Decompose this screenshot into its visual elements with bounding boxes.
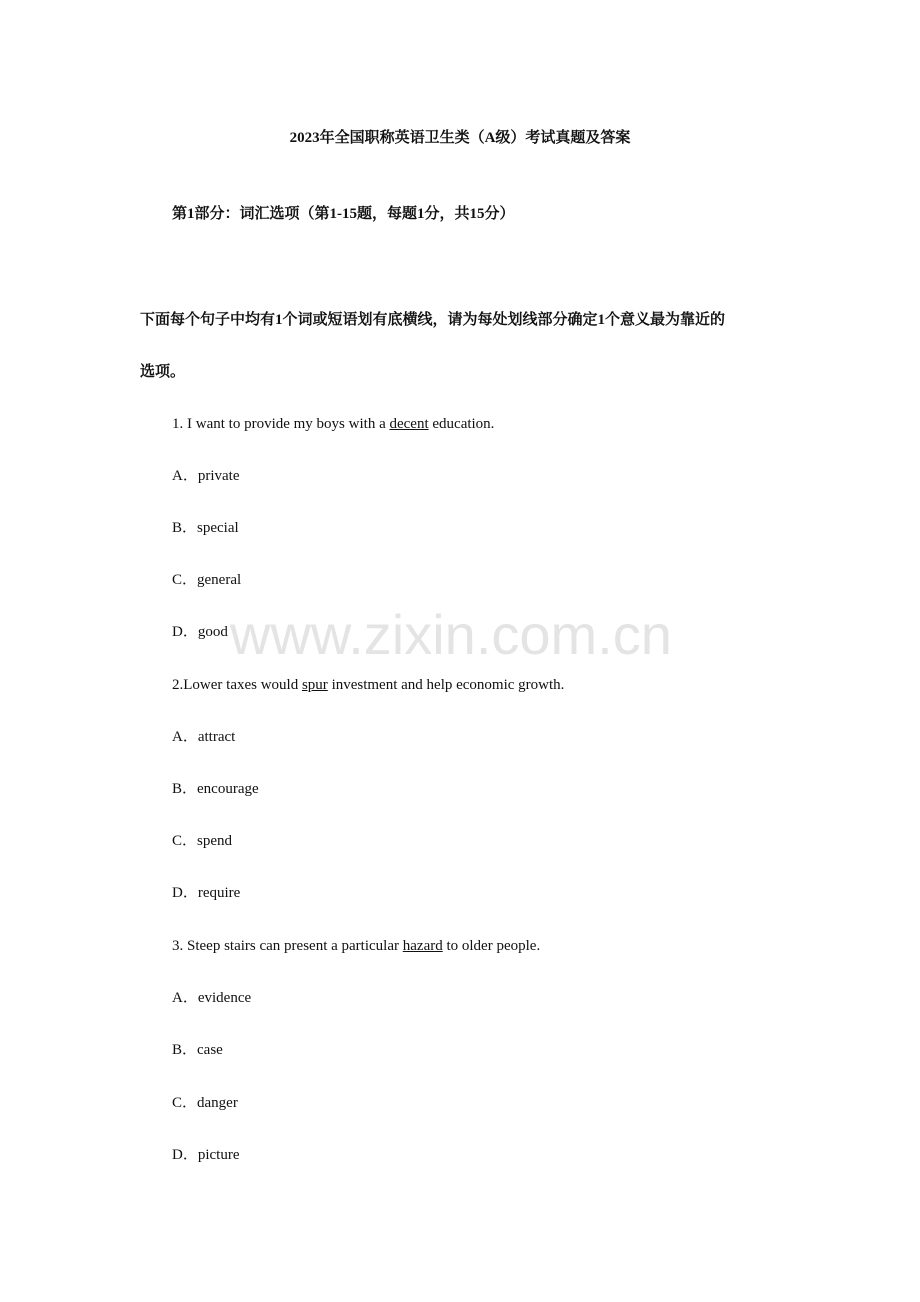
- option-letter: C．: [172, 833, 198, 849]
- question-text-before: 3. Steep stairs can present a particular: [172, 938, 403, 954]
- question-1-option-c: [172, 570, 241, 590]
- option-text: picture: [197, 1147, 240, 1163]
- question-2-option-d: [172, 883, 240, 903]
- question-1-option-b: [172, 518, 239, 538]
- question-1: [172, 414, 494, 434]
- question-1-option-a: [172, 466, 240, 486]
- question-text-after: investment and help economic growth.: [327, 677, 565, 693]
- instructions-line-2: 选项。: [140, 364, 186, 380]
- option-text: case: [197, 1042, 223, 1058]
- option-text: spend: [197, 833, 233, 849]
- option-text: private: [197, 468, 240, 484]
- section-header: 第1部分：词汇选项（第1-15题，每题1分，共15分）: [172, 206, 515, 222]
- question-text-after: education.: [428, 416, 495, 432]
- question-3: [172, 936, 540, 956]
- document-title: 2023年全国职称英语卫生类（A级）考试真题及答案: [289, 130, 631, 146]
- option-letter: A．: [172, 990, 198, 1006]
- option-text: danger: [197, 1095, 238, 1111]
- question-text-after: to older people.: [442, 938, 541, 954]
- option-text: good: [197, 624, 228, 640]
- question-text-before: 1. I want to provide my boys with a: [172, 416, 390, 432]
- underlined-word: spur: [301, 677, 328, 693]
- option-letter: D．: [172, 885, 198, 901]
- underlined-word: hazard: [402, 938, 443, 954]
- option-text: require: [197, 885, 241, 901]
- option-letter: A．: [172, 468, 198, 484]
- option-letter: D．: [172, 1147, 198, 1163]
- option-text: special: [197, 520, 239, 536]
- option-letter: D．: [172, 624, 198, 640]
- question-2-option-b: [172, 779, 259, 799]
- question-3-option-c: [172, 1093, 238, 1113]
- option-text: attract: [197, 729, 236, 745]
- watermark: www.zixin.com.cn: [230, 603, 672, 666]
- question-3-option-b: [172, 1040, 223, 1060]
- instructions-line-1: 下面每个句子中均有1个词或短语划有底横线，请为每处划线部分确定1个意义最为靠近的: [140, 312, 726, 328]
- option-text: encourage: [197, 781, 259, 797]
- underlined-word: decent: [389, 416, 429, 432]
- question-1-option-d: [172, 622, 228, 642]
- option-letter: C．: [172, 572, 198, 588]
- option-letter: B．: [172, 520, 198, 536]
- question-2-option-a: [172, 727, 235, 747]
- option-text: general: [197, 572, 242, 588]
- question-text-before: 2.Lower taxes would: [172, 677, 302, 693]
- option-letter: C．: [172, 1095, 198, 1111]
- question-3-option-d: [172, 1145, 240, 1165]
- question-3-option-a: [172, 988, 251, 1008]
- option-text: evidence: [197, 990, 252, 1006]
- option-letter: B．: [172, 1042, 198, 1058]
- option-letter: A．: [172, 729, 198, 745]
- question-2: [172, 675, 564, 695]
- option-letter: B．: [172, 781, 198, 797]
- question-2-option-c: [172, 831, 232, 851]
